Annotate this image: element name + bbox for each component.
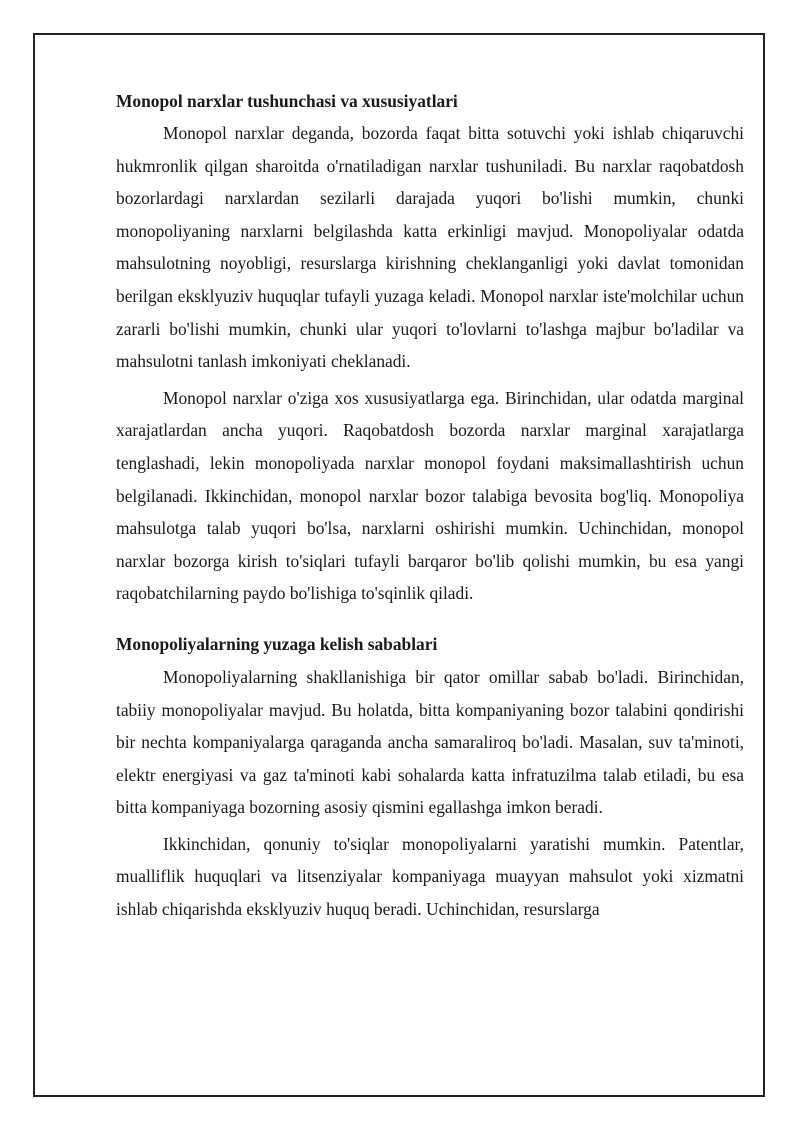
paragraph: Monopoliyalarning shakllanishiga bir qator omillar sabab bo'ladi. Birinchidan, tabiiy monopoliyalar mavjud. Bu holatda, bitta kompaniyaning bozor talabini qondirishi bir nechta kompaniyalarga qaraganda ancha samaraliroq bo'ladi. Masalan, suv ta'minoti, elektr energiyasi va gaz ta'minoti kabi sohalarda katta infratuzilma talab etiladi, bu esa bitta kompaniyaga bozorning asosiy qismini egallashga imkon beradi. xyxy=(116,666,744,818)
document-body xyxy=(116,89,744,926)
paragraph: Ikkinchidan, qonuniy to'siqlar monopoliyalarni yaratishi mumkin. Patentlar, mualliflik huquqlari va litsenziyalar kompaniyaga muayyan mahsulot yoki xizmatni ishlab chiqarishda eksklyuziv huquq beradi. Uchinchidan, resurslarga xyxy=(116,833,744,920)
section-heading-monopoly-prices: Monopol narxlar tushunchasi va xususiyatlari xyxy=(116,91,458,111)
paragraph: Monopol narxlar o'ziga xos xususiyatlarga ega. Birinchidan, ular odatda marginal xarajatlardan ancha yuqori. Raqobatdosh bozorda narxlar marginal xarajatlarga tenglashadi, lekin monopoliyada narxlar monopol foydani maksimallashtirish uchun belgilanadi. Ikkinchidan, monopol narxlar bozor talabiga bevosita bog'liq. Monopoliya mahsulotga talab yuqori bo'lsa, narxlarni oshirishi mumkin. Uchinchidan, monopol narxlar bozorga kirish to'siqlari tufayli barqaror bo'lib qolishi mumkin, bu esa yangi raqobatchilarning paydo bo'lishiga to'sqinlik qiladi. xyxy=(116,387,744,604)
section-heading-monopoly-causes: Monopoliyalarning yuzaga kelish sabablari xyxy=(116,633,438,654)
page-border xyxy=(33,33,765,1097)
paragraph: Monopol narxlar deganda, bozorda faqat bitta sotuvchi yoki ishlab chiqaruvchi hukmronlik qilgan sharoitda o'rnatiladigan narxlar tushuniladi. Bu narxlar raqobatdosh bozorlardagi narxlardan sezilarli darajada yuqori bo'lishi mumkin, chunki monopoliyaning narxlarni belgilashda katta erkinligi mavjud. Monopoliyalar odatda mahsulotning noyobligi, resurslarga kirishning cheklanganligi yoki davlat tomonidan berilgan eksklyuziv huquqlar tufayli yuzaga keladi. Monopol narxlar iste'molchilar uchun zararli bo'lishi mumkin, chunki ular yuqori to'lovlarni to'lashga majbur bo'ladilar va mahsulotni tanlash imkoniyati cheklanadi. xyxy=(116,123,744,372)
